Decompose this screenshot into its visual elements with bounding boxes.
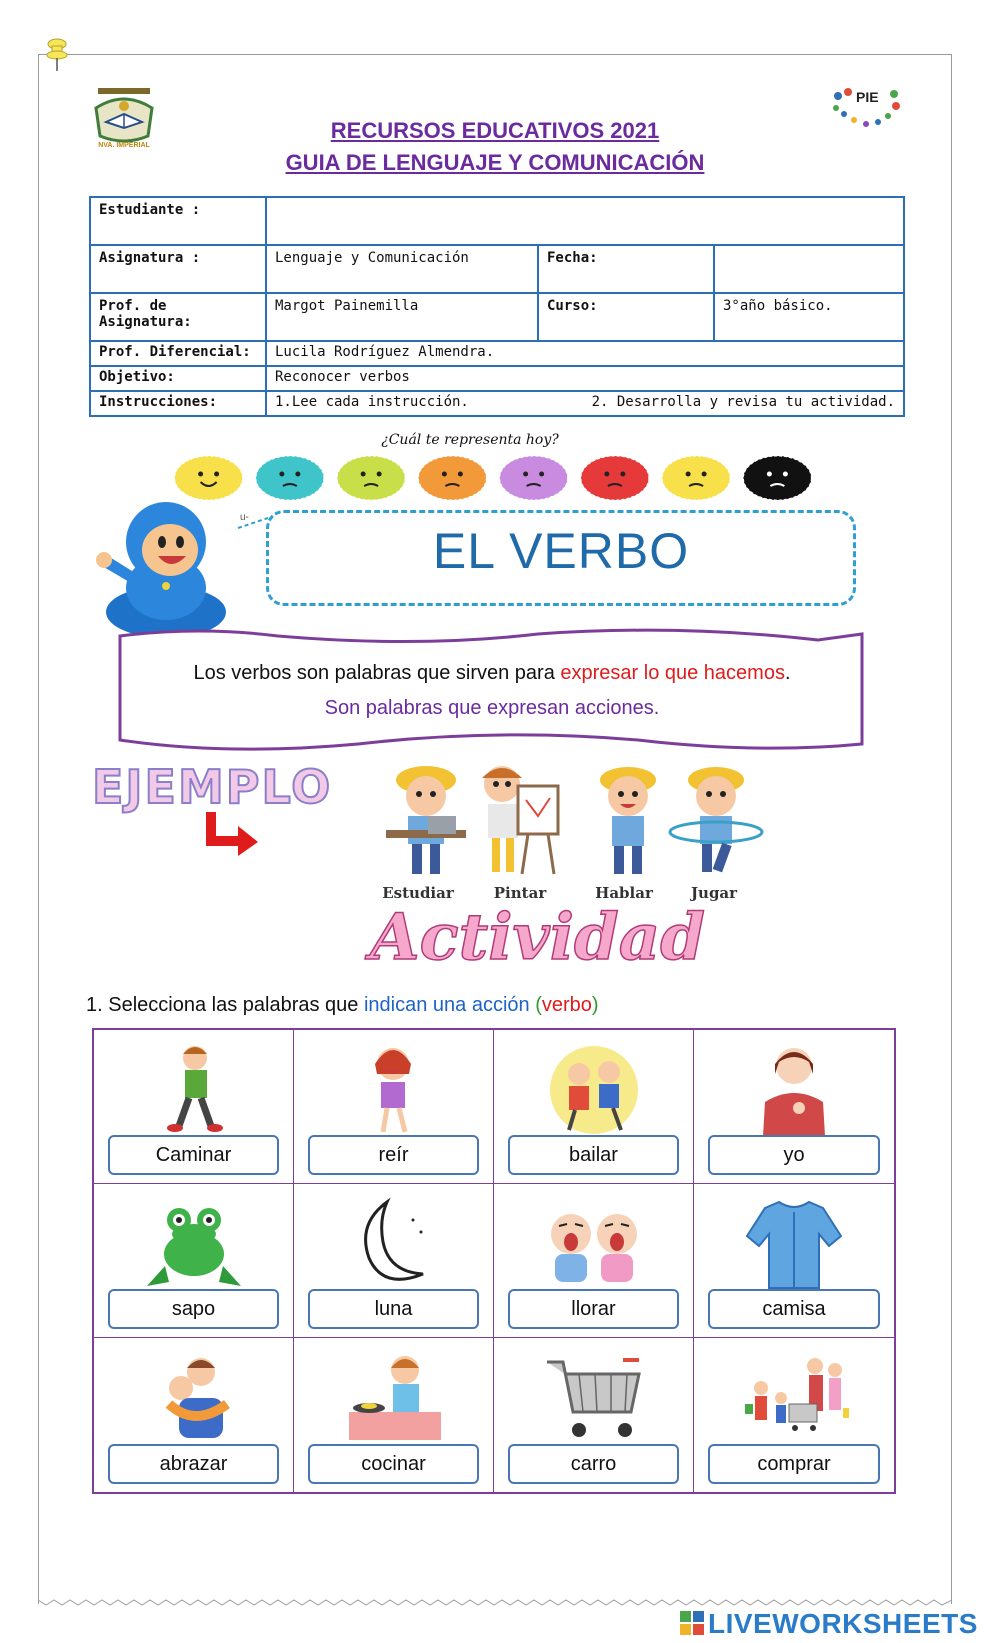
definition-ribbon — [118, 628, 866, 758]
word-option[interactable]: comprar — [708, 1444, 880, 1484]
estudiante-field[interactable] — [266, 197, 904, 245]
mood-face-icon[interactable] — [337, 456, 405, 500]
crying-babies-icon — [539, 1194, 649, 1294]
grid-cell — [94, 1184, 294, 1338]
mood-face-icon[interactable] — [743, 456, 811, 500]
definition-line-2: Son palabras que expresan acciones. — [324, 697, 660, 719]
curso-value: 3°año básico. — [714, 293, 904, 341]
word-option[interactable]: camisa — [708, 1289, 880, 1329]
grid-cell — [494, 1338, 694, 1492]
self-pointing-person-icon — [739, 1040, 849, 1140]
torn-edge — [38, 1596, 952, 1608]
mood-face-icon[interactable] — [500, 456, 568, 500]
mood-faces — [168, 452, 818, 508]
word-option[interactable]: luna — [308, 1289, 479, 1329]
objetivo-label: Objetivo: — [90, 366, 266, 391]
instrucciones-label: Instrucciones: — [90, 391, 266, 416]
kid-playing-illustration — [668, 760, 764, 880]
dancing-kids-icon — [539, 1040, 649, 1140]
prof-diferencial-value: Lucila Rodríguez Almendra. — [266, 341, 904, 366]
word-option[interactable]: sapo — [108, 1289, 279, 1329]
mood-face-icon[interactable] — [418, 456, 486, 500]
estudiante-label: Estudiante : — [90, 197, 266, 245]
shirt-icon — [739, 1194, 849, 1294]
word-option[interactable]: abrazar — [108, 1444, 279, 1484]
curso-label: Curso: — [538, 293, 714, 341]
example-label-hablar: Hablar — [595, 884, 653, 902]
speech-mark: u- — [240, 512, 249, 523]
speech-tail — [236, 508, 270, 532]
student-info-table — [89, 196, 905, 417]
grid-cell — [694, 1030, 894, 1184]
prof-label: Prof. de Asignatura: — [90, 293, 266, 341]
grid-cell — [694, 1338, 894, 1492]
mood-face-icon[interactable] — [256, 456, 324, 500]
word-option[interactable]: llorar — [508, 1289, 679, 1329]
word-selection-grid — [92, 1028, 896, 1494]
grid-cell — [494, 1184, 694, 1338]
word-option[interactable]: Caminar — [108, 1135, 279, 1175]
walking-boy-icon — [139, 1040, 249, 1140]
example-label-estudiar: Estudiar — [382, 884, 454, 902]
prof-diferencial-label: Prof. Diferencial: — [90, 341, 266, 366]
school-crest-icon — [88, 84, 160, 150]
word-option[interactable]: yo — [708, 1135, 880, 1175]
fecha-field[interactable] — [714, 245, 904, 293]
grid-cell — [294, 1338, 494, 1492]
mood-question: ¿Cuál te representa hoy? — [381, 432, 559, 448]
ejemplo-title: EJEMPLO — [92, 760, 333, 814]
school-logo-text: NVA. IMPERIAL — [98, 142, 150, 149]
instrucciones-value — [266, 391, 904, 416]
prof-value: Margot Painemilla — [266, 293, 538, 341]
grid-cell — [494, 1030, 694, 1184]
instruccion-1: 1.Lee cada instrucción. — [275, 394, 469, 410]
kid-painting-illustration — [468, 760, 564, 880]
verbo-title: EL VERBO — [432, 523, 690, 579]
hugging-icon — [139, 1348, 249, 1448]
definition-line-1: Los verbos son palabras que sirven para expresar lo que hacemos. — [193, 662, 791, 684]
liveworksheets-logo-icon — [680, 1611, 704, 1635]
word-option[interactable]: cocinar — [308, 1444, 479, 1484]
mood-face-icon[interactable] — [581, 456, 649, 500]
character-illustration — [96, 490, 236, 640]
red-arrow-icon — [200, 808, 262, 856]
frog-icon — [139, 1194, 249, 1294]
grid-cell — [294, 1184, 494, 1338]
shopping-cart-icon — [539, 1348, 649, 1448]
moon-icon — [339, 1194, 449, 1294]
kid-talking-illustration — [580, 760, 676, 880]
asignatura-label: Asignatura : — [90, 245, 266, 293]
example-label-jugar: Jugar — [690, 884, 738, 902]
word-option[interactable]: bailar — [508, 1135, 679, 1175]
grid-cell — [94, 1338, 294, 1492]
family-shopping-icon — [739, 1348, 849, 1448]
cooking-girl-icon — [339, 1348, 449, 1448]
mood-face-icon[interactable] — [662, 456, 730, 500]
question-1: 1. Selecciona las palabras que indican una acción (verbo) — [86, 994, 599, 1016]
objetivo-value: Reconocer verbos — [266, 366, 904, 391]
fecha-label: Fecha: — [538, 245, 714, 293]
grid-cell — [94, 1030, 294, 1184]
example-label-pintar: Pintar — [493, 884, 547, 902]
laughing-girl-icon — [339, 1040, 449, 1140]
page-subtitle: GUIA DE LENGUAJE Y COMUNICACIÓN — [285, 150, 705, 175]
grid-cell — [694, 1184, 894, 1338]
instruccion-2: 2. Desarrolla y revisa tu actividad. — [591, 394, 895, 410]
page-title: RECURSOS EDUCATIVOS 2021 — [330, 118, 660, 143]
footer-brand[interactable]: LIVEWORKSHEETS — [708, 1608, 978, 1639]
pie-logo-text: PIE — [856, 89, 879, 105]
asignatura-value: Lenguaje y Comunicación — [266, 245, 538, 293]
word-option[interactable]: carro — [508, 1444, 679, 1484]
actividad-title: Actividad — [370, 900, 705, 975]
pushpin-icon — [46, 38, 68, 72]
grid-cell — [294, 1030, 494, 1184]
pie-program-logo-icon — [828, 84, 906, 140]
word-option[interactable]: reír — [308, 1135, 479, 1175]
kid-studying-illustration — [378, 760, 474, 880]
